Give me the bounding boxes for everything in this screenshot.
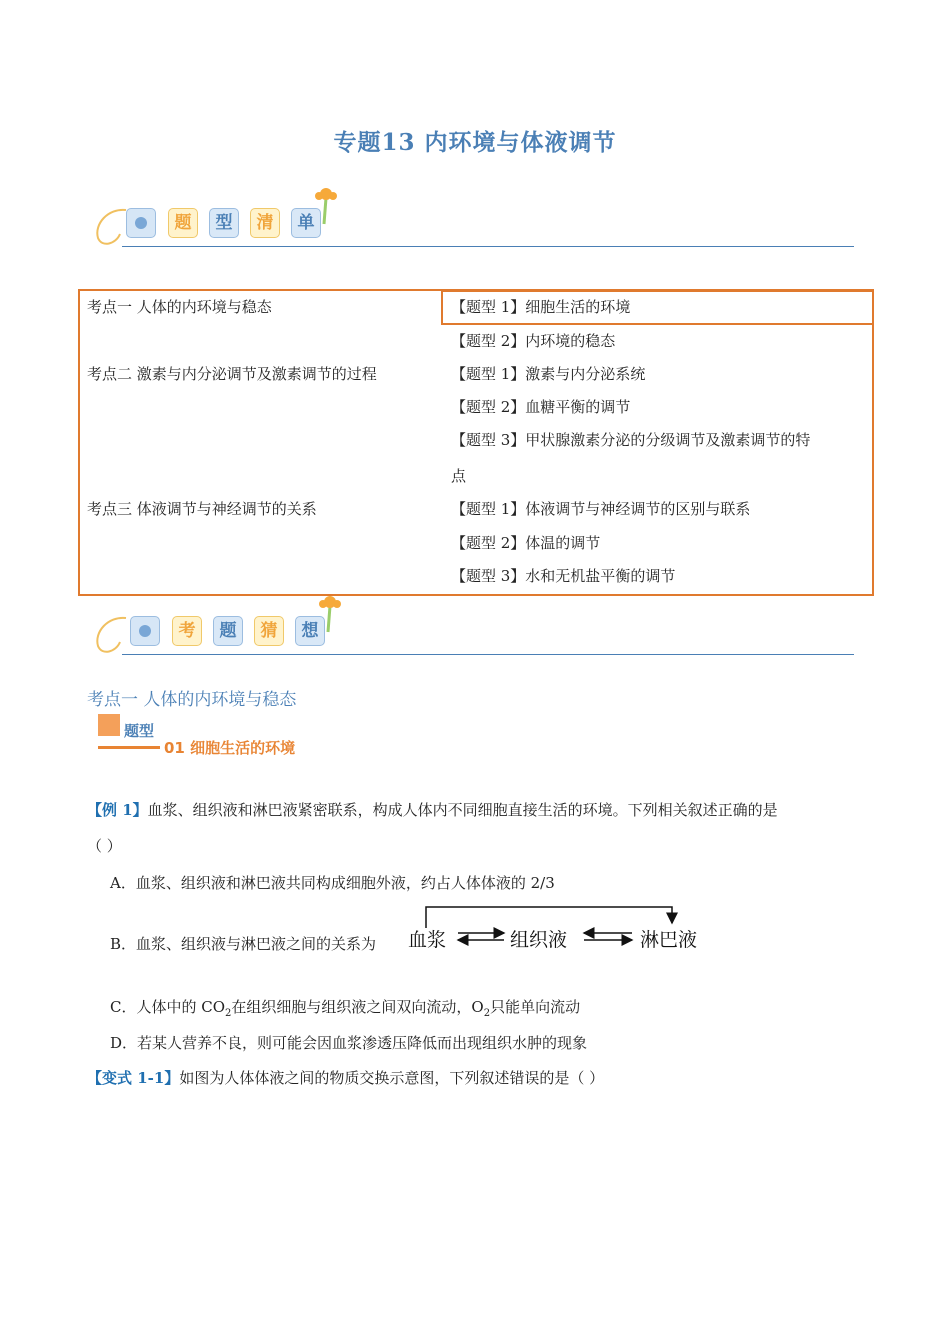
option-d: D．若某人营养不良，则可能会因血浆渗透压降低而出现组织水肿的现象: [110, 1034, 588, 1052]
variant-tag: 【变式 1-1】: [87, 1069, 180, 1087]
page-title: 专题13 内环境与体液调节: [333, 129, 617, 156]
option-b: B．血浆、组织液与淋巴液之间的关系为: [110, 935, 377, 953]
table-left-cell: 考点二 激素与内分泌调节及激素调节的过程: [87, 365, 377, 383]
orange-square-icon: [98, 714, 120, 736]
table-right-cell: 点: [451, 467, 467, 485]
circle-icon: [130, 616, 160, 646]
example-tag: 【例 1】: [87, 801, 148, 819]
example-stem: [87, 799, 778, 820]
tixing-badge: [98, 714, 164, 754]
section-banner-list: [90, 190, 854, 250]
answer-paren: （ ）: [87, 837, 122, 855]
table-left-cell: 考点一 人体的内环境与稳态: [87, 298, 272, 316]
diagram-label-lymph: 淋巴液: [640, 929, 698, 951]
banner-char: 考: [172, 616, 202, 646]
banner-char: 题: [213, 616, 243, 646]
subscript: 2: [483, 1008, 491, 1019]
kaodian-heading: 考点一 人体的内环境与稳态: [87, 690, 297, 710]
table-right-cell: 【题型 1】激素与内分泌系统: [451, 365, 646, 383]
flower-icon: [316, 592, 346, 636]
table-right-cell: 【题型 3】甲状腺激素分泌的分级调节及激素调节的特: [451, 431, 811, 449]
swirl-decoration-icon: [90, 612, 130, 658]
divider: [122, 246, 854, 247]
body-fluid-diagram: [404, 903, 714, 951]
table-right-cell: 【题型 1】体液调节与神经调节的区别与联系: [451, 500, 751, 518]
option-c-text: C．人体中的 CO: [110, 998, 226, 1016]
tixing-title: 01 细胞生活的环境: [164, 739, 296, 757]
table-right-cell: 【题型 2】体温的调节: [451, 534, 601, 552]
banner-char: 想: [295, 616, 325, 646]
banner-char: 清: [250, 208, 280, 238]
variant-stem: [87, 1067, 604, 1088]
diagram-label-tissue-fluid: 组织液: [510, 929, 568, 951]
table-left-cell: 考点三 体液调节与神经调节的关系: [87, 500, 317, 518]
subscript: 2: [225, 1008, 232, 1019]
banner-char: 型: [209, 208, 239, 238]
arrow-top: [426, 907, 672, 928]
example-stem-text: 血浆、组织液和淋巴液紧密联系，构成人体内不同细胞直接生活的环境。下列相关叙述正确的是: [147, 801, 778, 819]
tixing-label: 题型: [124, 722, 155, 740]
divider: [122, 654, 854, 655]
table-right-cell: 【题型 2】血糖平衡的调节: [451, 398, 631, 416]
table-right-cell: 【题型 3】水和无机盐平衡的调节: [451, 567, 676, 585]
table-right-cell: 【题型 1】细胞生活的环境: [451, 298, 631, 316]
table-right-cell: 【题型 2】内环境的稳态: [451, 332, 616, 350]
option-a: A．血浆、组织液和淋巴液共同构成细胞外液，约占人体体液的 2/3: [110, 874, 555, 892]
banner-char: 题: [168, 208, 198, 238]
option-c-text: 在组织细胞与组织液之间双向流动，O: [231, 998, 484, 1016]
orange-bar: [98, 746, 160, 749]
section-banner-guess: [90, 598, 854, 658]
circle-icon: [126, 208, 156, 238]
variant-stem-text: 如图为人体体液之间的物质交换示意图，下列叙述错误的是（ ）: [179, 1069, 605, 1087]
diagram-label-plasma: 血浆: [408, 929, 447, 951]
option-c-text: 只能单向流动: [490, 998, 581, 1016]
flower-icon: [312, 184, 342, 228]
banner-char: 猜: [254, 616, 284, 646]
banner-char: 单: [291, 208, 321, 238]
swirl-decoration-icon: [90, 204, 130, 250]
option-c: [110, 996, 580, 1019]
